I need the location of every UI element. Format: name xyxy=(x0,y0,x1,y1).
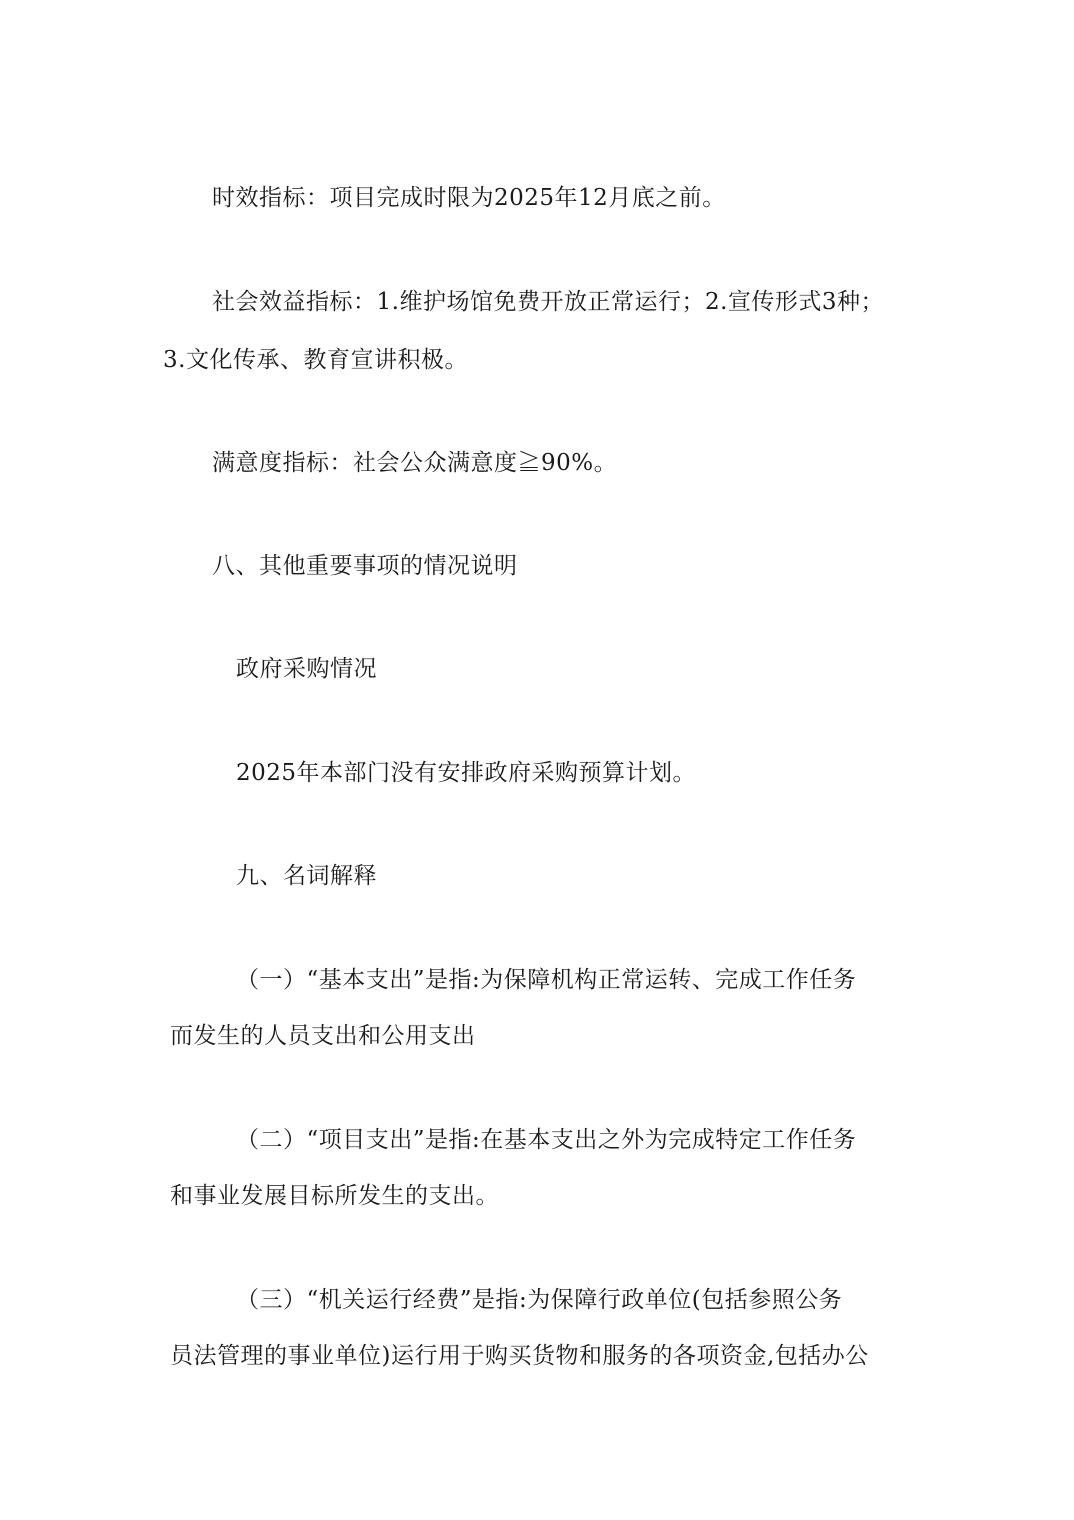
procurement-subheading: 政府采购情况 xyxy=(236,656,377,682)
section-9-heading: 九、名词解释 xyxy=(236,863,377,889)
term-project-expenditure: （二）“项目支出”是指:在基本支出之外为完成特定工作任务 xyxy=(236,1127,857,1153)
term-basic-expenditure: （一）“基本支出”是指:为保障机构正常运转、完成工作任务 xyxy=(236,967,857,993)
term-project-expenditure-continued: 和事业发展目标所发生的支出。 xyxy=(170,1183,499,1209)
term-operating-funds: （三）“机关运行经费”是指:为保障行政单位(包括参照公务 xyxy=(236,1287,843,1313)
term-basic-expenditure-continued: 而发生的人员支出和公用支出 xyxy=(170,1023,476,1049)
satisfaction-indicator-text: 满意度指标：社会公众满意度≧90%。 xyxy=(212,450,618,476)
procurement-text: 2025年本部门没有安排政府采购预算计划。 xyxy=(236,760,697,786)
timeliness-indicator-text: 时效指标：项目完成时限为2025年12月底之前。 xyxy=(212,185,726,211)
term-operating-funds-continued: 员法管理的事业单位)运行用于购买货物和服务的各项资金,包括办公 xyxy=(170,1343,869,1369)
social-benefit-indicator-text: 社会效益指标：1.维护场馆免费开放正常运行；2.宣传形式3种； xyxy=(212,289,885,315)
social-benefit-indicator-continued: 3.文化传承、教育宣讲积极。 xyxy=(163,347,468,373)
section-8-heading: 八、其他重要事项的情况说明 xyxy=(212,553,518,579)
